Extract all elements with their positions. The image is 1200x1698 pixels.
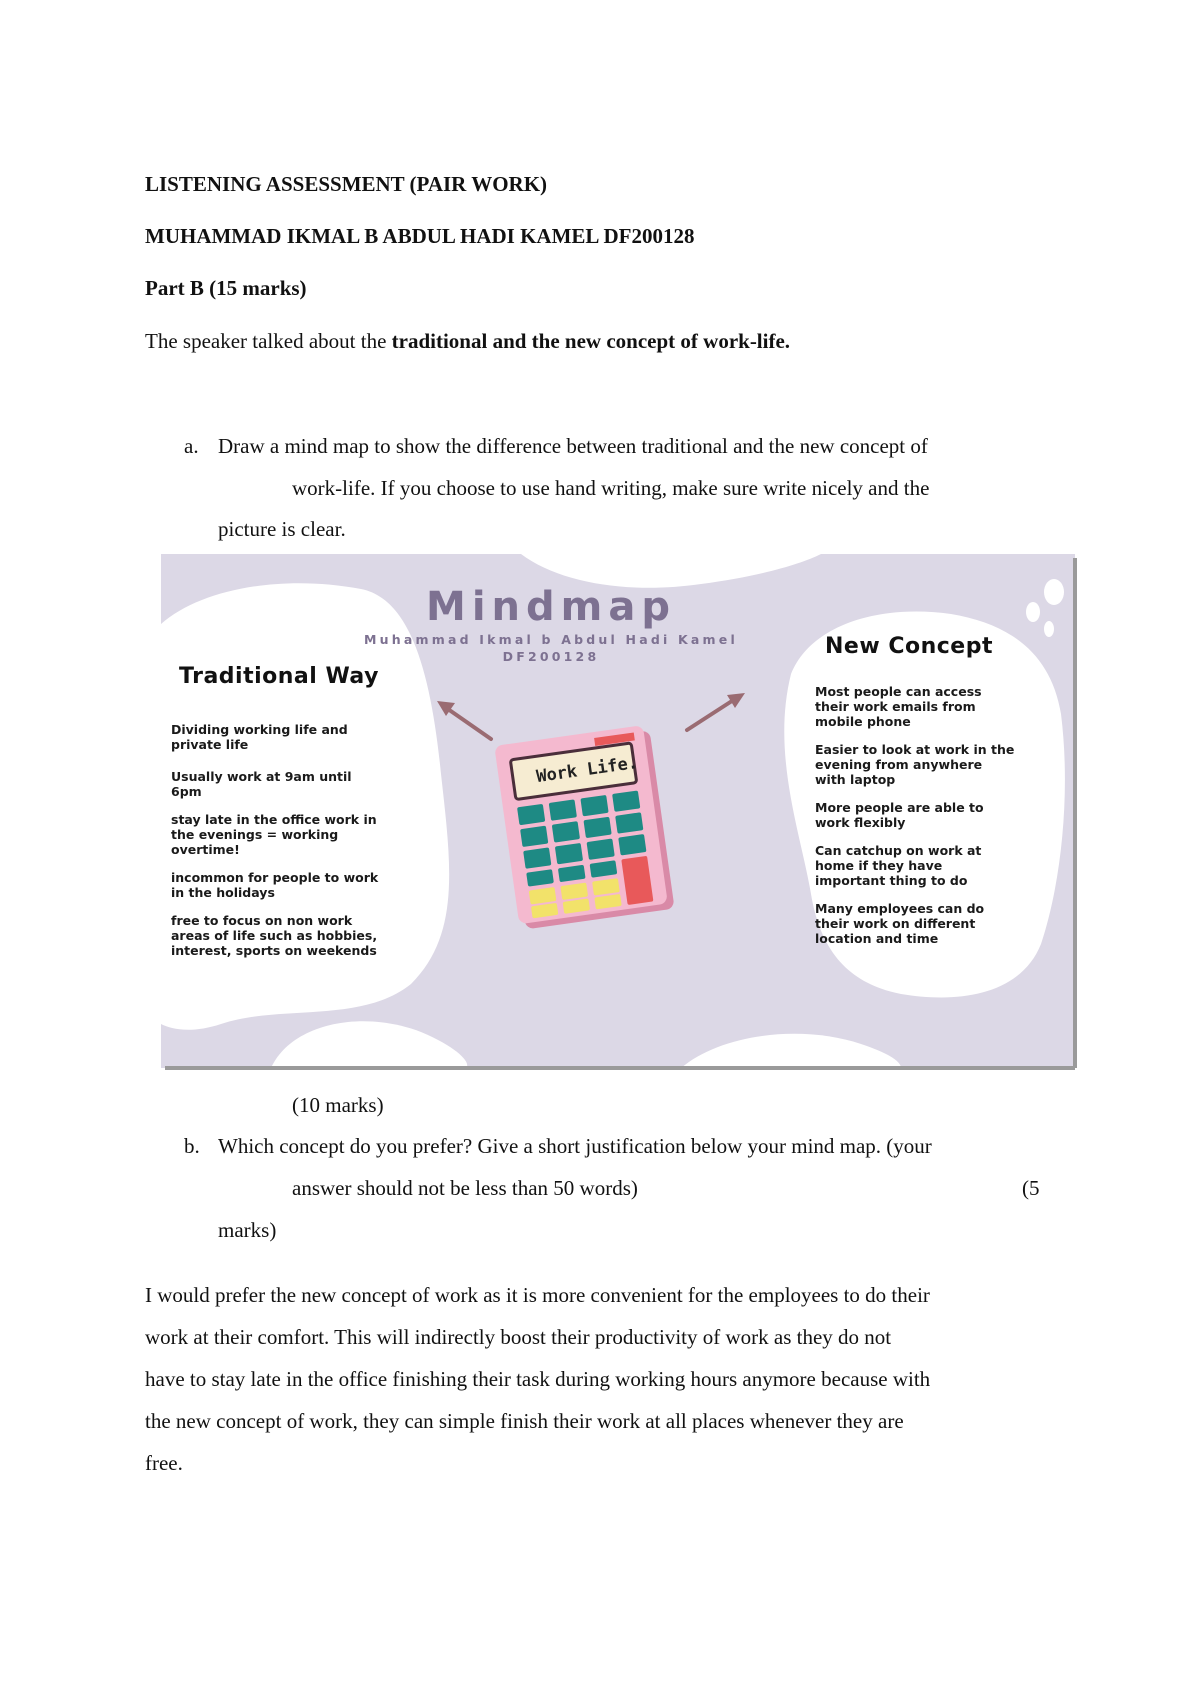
dot-decoration <box>1026 602 1040 622</box>
mindmap-figure <box>161 554 1081 1074</box>
assessment-heading: LISTENING ASSESSMENT (PAIR WORK) <box>145 172 548 196</box>
answer-line: free. <box>145 1451 183 1475</box>
mindmap-id: DF200128 <box>502 649 600 664</box>
question-b-marker: b. <box>184 1134 200 1158</box>
new-concept-item: Most people can access their work emails from mobile phone <box>815 684 982 729</box>
answer-line: have to stay late in the office finishing their task during working hours anymore because with <box>145 1367 931 1391</box>
question-a-marks: (10 marks) <box>292 1093 384 1117</box>
part-heading: Part B (15 marks) <box>145 276 307 300</box>
answer-line: the new concept of work, they can simple finish their work at all places whenever they are <box>145 1409 904 1433</box>
traditional-heading: Traditional Way <box>179 664 379 689</box>
answer-line: work at their comfort. This will indirectly boost their productivity of work as they do not <box>145 1325 892 1349</box>
student-name: MUHAMMAD IKMAL B ABDUL HADI KAMEL DF200128 <box>145 224 695 248</box>
question-b-marks-part1: (5 <box>1022 1176 1040 1200</box>
traditional-item: stay late in the office work in the evenings = working overtime! <box>171 812 377 857</box>
intro-bold: traditional and the new concept of work-life. <box>391 329 791 353</box>
traditional-item: incommon for people to work in the holidays <box>171 870 379 900</box>
new-concept-item: Easier to look at work in the evening from anywhere with laptop <box>815 742 1015 787</box>
traditional-item: Usually work at 9am until 6pm <box>171 769 352 799</box>
new-concept-list <box>815 684 1015 946</box>
question-b-line2: answer should not be less than 50 words) <box>292 1176 638 1200</box>
traditional-item: Dividing working life and private life <box>171 722 348 752</box>
answer-line: I would prefer the new concept of work as it is more convenient for the employees to do their <box>145 1283 930 1307</box>
calculator-label: Work Life. <box>535 752 640 788</box>
mindmap-title: Mindmap <box>426 584 676 630</box>
question-b-line1: Which concept do you prefer? Give a short justification below your mind map. (your <box>218 1134 932 1158</box>
question-a-line1: Draw a mind map to show the difference between traditional and the new concept of <box>218 434 928 458</box>
intro-sentence <box>145 329 790 354</box>
intro-prefix: The speaker talked about the <box>145 329 392 353</box>
dot-decoration <box>1044 621 1054 637</box>
question-a-line3: picture is clear. <box>218 517 346 541</box>
new-concept-heading: New Concept <box>825 634 993 659</box>
new-concept-item: Can catchup on work at home if they have important thing to do <box>815 843 982 888</box>
new-concept-item: Many employees can do their work on different location and time <box>815 901 985 946</box>
new-concept-item: More people are able to work flexibly <box>815 800 984 830</box>
traditional-list <box>171 722 386 958</box>
calculator-icon <box>494 724 674 930</box>
mindmap-author: Muhammad Ikmal b Abdul Hadi Kamel <box>364 632 738 647</box>
question-a-marker: a. <box>184 434 199 458</box>
question-b-marks-part2: marks) <box>218 1218 277 1242</box>
question-a-line2: work-life. If you choose to use hand writing, make sure write nicely and the <box>292 476 930 500</box>
traditional-item: free to focus on non work areas of life such as hobbies, interest, sports on weekends <box>171 913 378 958</box>
dot-decoration <box>1044 579 1064 605</box>
